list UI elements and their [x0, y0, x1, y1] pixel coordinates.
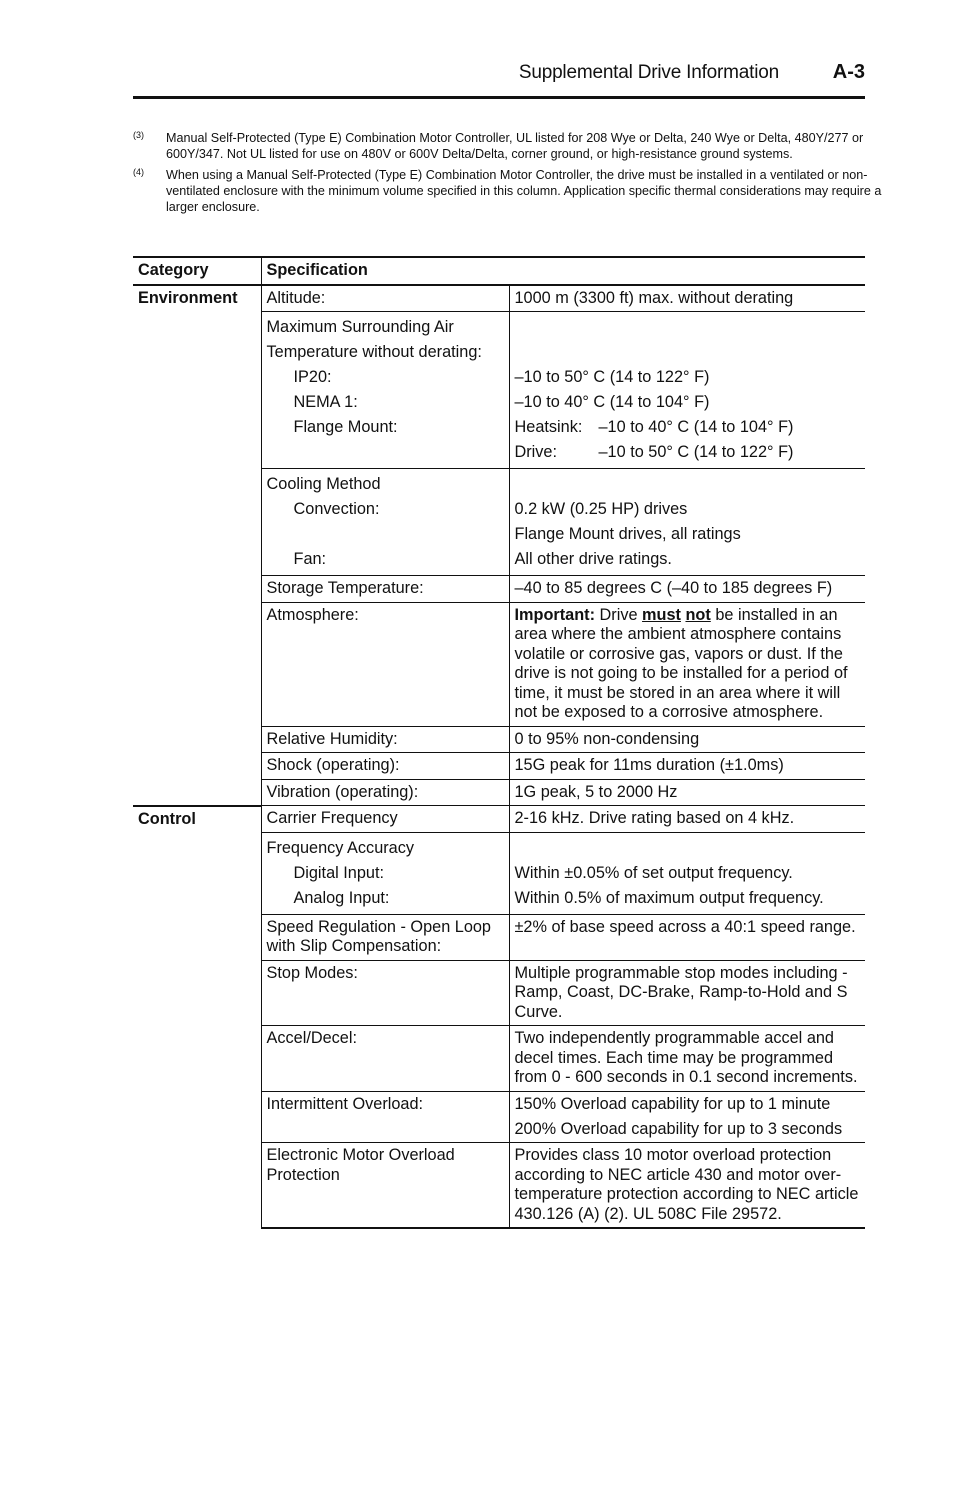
spec-label: Intermittent Overload: [261, 1091, 509, 1143]
important-label: Important: [514, 605, 595, 624]
pair-key: Drive: [514, 443, 558, 461]
spec-label-line: Temperature without derating: [266, 343, 482, 361]
specification-header: Specification [261, 257, 865, 285]
spec-value [509, 832, 865, 914]
spec-value: Provides class 10 motor overload protection according to NEC article 430 and motor over-temperature protection according to NEC article 430.126 (A) (2). UL 508C File 29572. [509, 1143, 865, 1229]
emphasis-not: not [685, 605, 711, 624]
page-number: A-3 [832, 61, 865, 83]
spec-value-line: Within 0.5% of maximum output frequency. [514, 888, 824, 907]
spec-value-pair [515, 440, 861, 465]
spec-value-line: Within ±0.05% of set output frequency. [514, 863, 793, 882]
spec-value: ±2% of base speed across a 40:1 speed range. [509, 914, 865, 960]
spec-value-pair [515, 415, 861, 440]
spec-label: Vibration (operating): [261, 779, 509, 806]
spec-label: Stop Modes: [261, 960, 509, 1026]
spec-label: Shock (operating): [261, 753, 509, 780]
spec-value: –40 to 85 degrees C (–40 to 185 degrees F) [509, 576, 865, 603]
spec-label: Relative Humidity: [261, 726, 509, 753]
spec-value: 0 to 95% non-condensing [509, 726, 865, 753]
category-environment: Environment [133, 285, 261, 806]
spec-label [261, 469, 509, 576]
environment-section [133, 285, 865, 806]
table-header-row [133, 257, 865, 285]
spec-label-line: Frequency Accuracy [266, 838, 415, 857]
footnote-4 [133, 167, 893, 215]
spec-sublabel: Analog Input: [293, 888, 390, 907]
footnotes [133, 130, 893, 220]
emphasis-must: must [642, 605, 681, 624]
table-row [133, 285, 865, 312]
spec-value [509, 1091, 865, 1143]
table-row [133, 806, 865, 833]
spec-value-line: Flange Mount drives, all ratings [514, 525, 741, 543]
page-header [133, 58, 865, 99]
pair-value: –10 to 40° C (14 to 104° F) [598, 418, 794, 436]
spec-label-line: Maximum Surrounding Air [266, 318, 454, 336]
spec-value-line: All other drive ratings. [514, 550, 672, 568]
spec-value: 2-16 kHz. Drive rating based on 4 kHz. [509, 806, 865, 833]
spec-value-line: 200% Overload capability for up to 3 seconds [514, 1119, 843, 1138]
spec-label: Speed Regulation - Open Loop with Slip Compensation: [261, 914, 509, 960]
spec-label: Accel/Decel: [261, 1026, 509, 1092]
spec-value-line: 0.2 kW (0.25 HP) drives [514, 500, 688, 518]
spec-label: Electronic Motor Overload Protection [261, 1143, 509, 1229]
footnote-marker: (3) [133, 130, 144, 140]
category-control: Control [133, 806, 261, 1229]
footnote-text: Manual Self-Protected (Type E) Combination Motor Controller, UL listed for 208 Wye or Delta, 240 Wye or Delta, 480Y/277 or 600Y/347. Not UL listed for use on 480V or 600V Delta/Delta, corner ground, or high-resistance ground systems. [166, 131, 864, 161]
spec-sublabel: IP20: [293, 368, 332, 386]
spec-label [261, 832, 509, 914]
spec-value [509, 469, 865, 576]
spec-value: 1000 m (3300 ft) max. without derating [509, 285, 865, 312]
spec-sublabel: Digital Input: [293, 863, 385, 882]
spec-value [509, 312, 865, 469]
spec-label [261, 312, 509, 469]
footnote-3 [133, 130, 893, 162]
header-title: Supplemental Drive Information [518, 62, 779, 83]
spec-sublabel: NEMA 1: [293, 393, 358, 411]
pair-key: Heatsink: [514, 418, 583, 436]
footnote-marker: (4) [133, 167, 144, 177]
pair-value: –10 to 50° C (14 to 122° F) [598, 443, 794, 461]
specification-table [133, 256, 865, 1229]
spec-value: 15G peak for 11ms duration (±1.0ms) [509, 753, 865, 780]
spec-label: Storage Temperature: [261, 576, 509, 603]
spec-sublabel: Convection: [293, 500, 380, 518]
spec-label-line: Cooling Method [266, 475, 381, 493]
category-header: Category [133, 257, 261, 285]
spec-value: Multiple programmable stop modes including - Ramp, Coast, DC-Brake, Ramp-to-Hold and S Curve. [509, 960, 865, 1026]
spec-value: Two independently programmable accel and decel times. Each time may be programmed from 0 - 600 seconds in 0.1 second increments. [509, 1026, 865, 1092]
spec-label: Carrier Frequency [261, 806, 509, 833]
footnote-text: When using a Manual Self-Protected (Type E) Combination Motor Controller, the drive must be installed in a ventilated or non-ventilated enclosure with the minimum volume specified in this column. Application specific thermal considerations may require a larger enclosure. [166, 168, 882, 214]
spec-sublabel: Flange Mount: [293, 418, 398, 436]
spec-value-line: 150% Overload capability for up to 1 minute [514, 1094, 831, 1113]
spec-label: Altitude: [261, 285, 509, 312]
control-section [133, 806, 865, 1229]
spec-label: Atmosphere: [261, 602, 509, 726]
spec-value: Important: Drive must not be installed in an area where the ambient atmosphere contains volatile or corrosive gas, vapors or dust. If the drive is not going to be installed for a period of time, it must be stored in an area where it will not be exposed to a corrosive atmosphere. [509, 602, 865, 726]
spec-value-line: –10 to 40° C (14 to 104° F) [514, 393, 710, 411]
spec-value-line: –10 to 50° C (14 to 122° F) [514, 368, 710, 386]
spec-value: 1G peak, 5 to 2000 Hz [509, 779, 865, 806]
spec-sublabel: Fan: [293, 550, 327, 568]
